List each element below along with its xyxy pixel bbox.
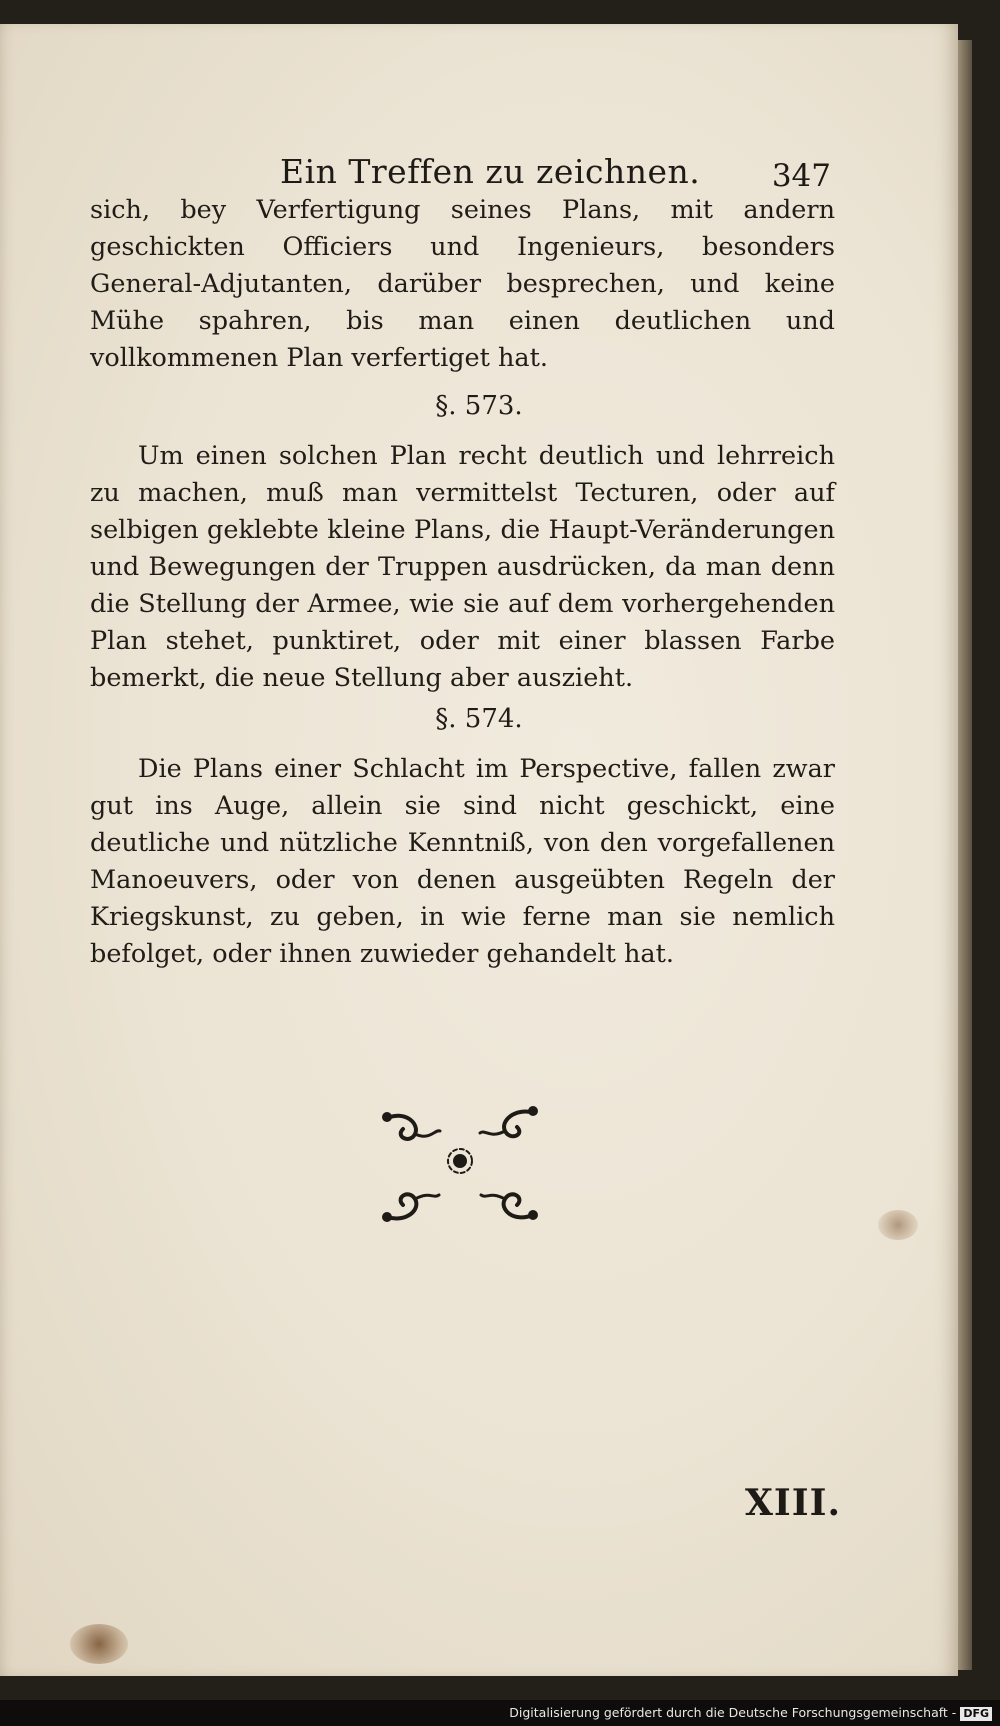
section-mark-574: §. 574.	[435, 704, 523, 734]
funding-credit-text: Digitalisierung gefördert durch die Deutsche Forschungsgemeinschaft -	[509, 1705, 957, 1720]
dfg-logo: DFG	[960, 1707, 992, 1721]
fleuron-ornament-icon	[375, 1099, 545, 1229]
book-page	[0, 24, 958, 1676]
paper-stain	[70, 1624, 128, 1664]
catchword: XIII.	[745, 1482, 841, 1524]
digitization-footer	[0, 1700, 1000, 1726]
paragraph-573: Um einen solchen Plan recht deutlich und lehrreich zu machen, muß man vermittelst Tecturen, oder auf selbigen geklebte kleine Plans, die Haupt-Veränderungen und Bewegungen der Truppen ausdrücken, da man denn die Stellung der Armee, wie sie auf dem vorhergehenden Plan stehet, punktiret, oder mit einer blassen Farbe bemerkt, die neue Stellung aber auszieht.	[90, 441, 835, 693]
page-edge	[958, 40, 972, 1670]
page-number: 347	[771, 158, 831, 194]
paragraph-574: Die Plans einer Schlacht im Perspective, fallen zwar gut ins Auge, allein sie sind nicht geschickt, eine deutliche und nützliche Kenntniß, von den vorgefallenen Manoeuvers, oder von denen ausgeübten Regeln der Kriegskunst, zu geben, in wie ferne man sie nemlich befolget, oder ihnen zuwieder gehandelt hat.	[90, 754, 835, 969]
running-head: Ein Treffen zu zeichnen.	[280, 152, 701, 191]
section-mark-573: §. 573.	[435, 391, 523, 421]
paper-stain	[878, 1210, 918, 1240]
funding-credit	[509, 1705, 992, 1721]
paragraph-continued: sich, bey Verfertigung seines Plans, mit andern geschickten Officiers und Ingenieurs, besonders General-Adjutanten, darüber besprechen, und keine Mühe spahren, bis man einen deutlichen und vollkommenen Plan verfertiget hat.	[90, 195, 835, 373]
